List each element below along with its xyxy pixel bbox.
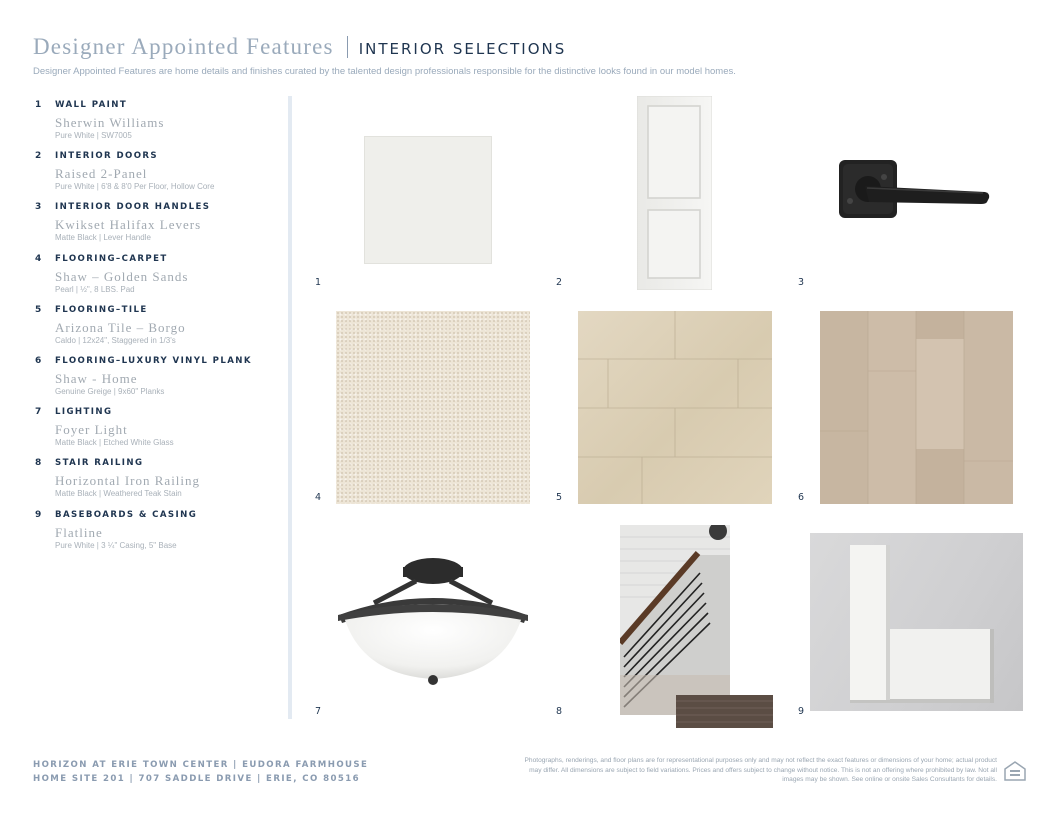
section-title: INTERIOR SELECTIONS [358, 40, 567, 58]
baseboard-image [810, 533, 1023, 711]
item-category: INTERIOR DOORS [55, 151, 159, 162]
item-detail: Genuine Greige | 9x60" Planks [55, 386, 165, 396]
item-name: Sherwin Williams [55, 115, 165, 130]
item-detail: Pearl | ½", 8 LBS. Pad [55, 284, 135, 294]
item-number: 7 [35, 407, 42, 418]
item-category: LIGHTING [55, 407, 113, 418]
item-name: Shaw – Golden Sands [55, 268, 189, 284]
list-item [35, 407, 280, 458]
item-name: Arizona Tile – Borgo [55, 319, 186, 335]
page-title: Designer Appointed Features [33, 34, 334, 59]
image-number: 3 [798, 277, 805, 288]
item-number: 3 [35, 202, 42, 213]
item-number: 6 [35, 355, 42, 366]
image-number: 8 [556, 706, 563, 717]
image-number: 9 [798, 706, 805, 717]
carpet-image [336, 311, 530, 504]
image-number: 1 [315, 277, 322, 288]
list-item [35, 458, 280, 509]
item-category: WALL PAINT [55, 100, 128, 110]
item-number: 2 [35, 151, 42, 162]
list-item [35, 202, 280, 253]
item-detail: Matte Black | Etched White Glass [55, 438, 174, 448]
item-name: Shaw - Home [55, 370, 138, 386]
item-category: FLOORING–LUXURY VINYL PLANK [55, 355, 252, 366]
image-number: 6 [798, 492, 805, 503]
list-item [35, 100, 280, 151]
item-name: Raised 2-Panel [55, 166, 148, 182]
item-number: 9 [35, 509, 42, 520]
list-item [35, 254, 280, 305]
column-divider [288, 96, 292, 719]
item-number: 5 [35, 304, 42, 315]
selections-list [35, 100, 280, 561]
image-number: 4 [315, 492, 322, 503]
list-item [35, 356, 280, 407]
item-category: INTERIOR DOOR HANDLES [55, 202, 211, 213]
item-number: 4 [35, 253, 42, 264]
door-handle-image [835, 158, 995, 228]
item-name: Flatline [55, 524, 103, 540]
disclaimer: Photographs, renderings, and floor plans are for representational purposes only and may not reflect the exact features or dimensions of your home; actual product may differ. All dimensions are subject to field variations. Prices and offers subject to change without notice. This is not an offering where prohibited by law. Not all images may be shown. See online or onsite Sales Consultants for details. [524, 757, 997, 783]
item-number: 8 [35, 458, 42, 469]
community-info [33, 758, 368, 786]
item-detail: Pure White | 6'8 & 8'0 Per Floor, Hollow Core [55, 182, 215, 192]
list-item [35, 510, 280, 561]
image-number: 7 [315, 706, 322, 717]
page-subtitle: Designer Appointed Features are home details and finishes curated by the talented design professionals responsible for the distinctive looks found in our model homes. [33, 66, 736, 77]
item-name: Foyer Light [55, 422, 128, 438]
item-name: Horizontal Iron Railing [55, 473, 201, 489]
tile-image [578, 311, 772, 504]
item-category: BASEBOARDS & CASING [55, 509, 198, 520]
list-item [35, 151, 280, 202]
equal-housing-icon [1003, 760, 1027, 787]
image-number: 2 [556, 277, 563, 288]
item-category: FLOORING–CARPET [55, 253, 168, 264]
list-item [35, 305, 280, 356]
item-number: 1 [35, 100, 42, 110]
page-header [33, 34, 566, 60]
item-detail: Pure White | SW7005 [55, 131, 132, 140]
paint-swatch-image [364, 136, 492, 264]
address-line: HOME SITE 201 | 707 SADDLE DRIVE | ERIE, CO 80516 [33, 774, 360, 784]
door-image [637, 96, 712, 290]
item-detail: Matte Black | Lever Handle [55, 233, 151, 243]
vinyl-plank-image [820, 311, 1013, 504]
item-category: STAIR RAILING [55, 458, 144, 469]
stair-railing-image [620, 525, 773, 728]
item-category: FLOORING–TILE [55, 304, 148, 315]
light-fixture-image [334, 553, 532, 691]
image-number: 5 [556, 492, 563, 503]
item-name: Kwikset Halifax Levers [55, 217, 202, 233]
community-line: HORIZON AT ERIE TOWN CENTER | EUDORA FARMHOUSE [33, 760, 369, 770]
item-detail: Pure White | 3 ¼" Casing, 5" Base [55, 540, 177, 550]
title-divider [347, 36, 348, 58]
item-detail: Matte Black | Weathered Teak Stain [55, 489, 182, 499]
item-detail: Caldo | 12x24", Staggered in 1/3's [55, 335, 176, 345]
